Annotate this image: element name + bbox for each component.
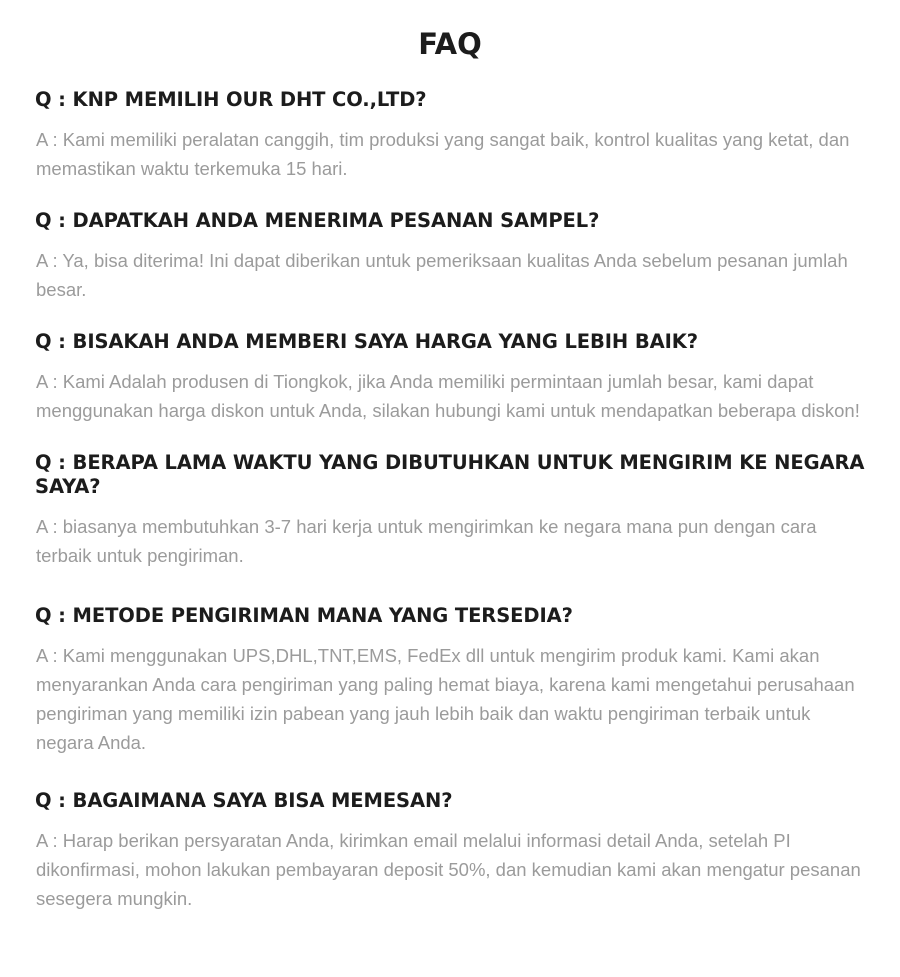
answer-text: Kami memiliki peralatan canggih, tim produksi yang sangat baik, kontrol kualitas yang ketat, dan memastikan waktu terkemuka 15 hari. [36, 129, 850, 179]
answer-prefix: A : [36, 830, 63, 851]
faq-item [35, 330, 865, 425]
answer-prefix: A : [36, 371, 63, 392]
spacer [35, 757, 865, 789]
faq-answer [36, 826, 865, 913]
faq-list [35, 88, 865, 913]
answer-text: Kami Adalah produsen di Tiongkok, jika Anda memiliki permintaan jumlah besar, kami dapat menggunakan harga diskon untuk Anda, silakan hubungi kami untuk mendapatkan beberapa diskon! [36, 371, 860, 421]
answer-text: Ya, bisa diterima! Ini dapat diberikan untuk pemeriksaan kualitas Anda sebelum pesanan jumlah besar. [36, 250, 848, 300]
faq-item [35, 789, 865, 913]
faq-question: Q : DAPATKAH ANDA MENERIMA PESANAN SAMPEL? [35, 209, 600, 232]
faq-answer [36, 246, 865, 304]
answer-prefix: A : [36, 250, 63, 271]
faq-answer [36, 367, 865, 425]
faq-question: Q : METODE PENGIRIMAN MANA YANG TERSEDIA? [35, 604, 573, 627]
faq-item [35, 209, 865, 304]
answer-text: Kami menggunakan UPS,DHL,TNT,EMS, FedEx dll untuk mengirim produk kami. Kami akan menyarankan Anda cara pengiriman yang paling hemat biaya, karena kami mengetahui perusahaan pengiriman yang memiliki izin pabean yang jauh lebih baik dan waktu pengiriman terbaik untuk negara Anda. [36, 645, 855, 753]
spacer [35, 304, 865, 330]
faq-item [35, 451, 865, 570]
page-title: FAQ [418, 27, 482, 61]
faq-answer [36, 641, 865, 757]
answer-text: Harap berikan persyaratan Anda, kirimkan email melalui informasi detail Anda, setelah PI dikonfirmasi, mohon lakukan pembayaran deposit 50%, dan kemudian kami akan mengatur pesanan sesegera mungkin. [36, 830, 861, 909]
spacer [35, 183, 865, 209]
faq-question: Q : KNP MEMILIH OUR DHT CO.,LTD? [35, 88, 427, 111]
spacer [35, 570, 865, 604]
faq-question: Q : BERAPA LAMA WAKTU YANG DIBUTUHKAN UNTUK MENGIRIM KE NEGARA SAYA? [35, 451, 865, 498]
faq-item [35, 604, 865, 757]
spacer [35, 425, 865, 451]
answer-prefix: A : [36, 129, 63, 150]
faq-question: Q : BAGAIMANA SAYA BISA MEMESAN? [35, 789, 453, 812]
faq-answer [36, 125, 865, 183]
answer-text: biasanya membutuhkan 3-7 hari kerja untuk mengirimkan ke negara mana pun dengan cara terbaik untuk pengiriman. [36, 516, 817, 566]
faq-answer [36, 512, 865, 570]
faq-item [35, 88, 865, 183]
faq-question: Q : BISAKAH ANDA MEMBERI SAYA HARGA YANG LEBIH BAIK? [35, 330, 698, 353]
answer-prefix: A : [36, 516, 63, 537]
answer-prefix: A : [36, 645, 63, 666]
